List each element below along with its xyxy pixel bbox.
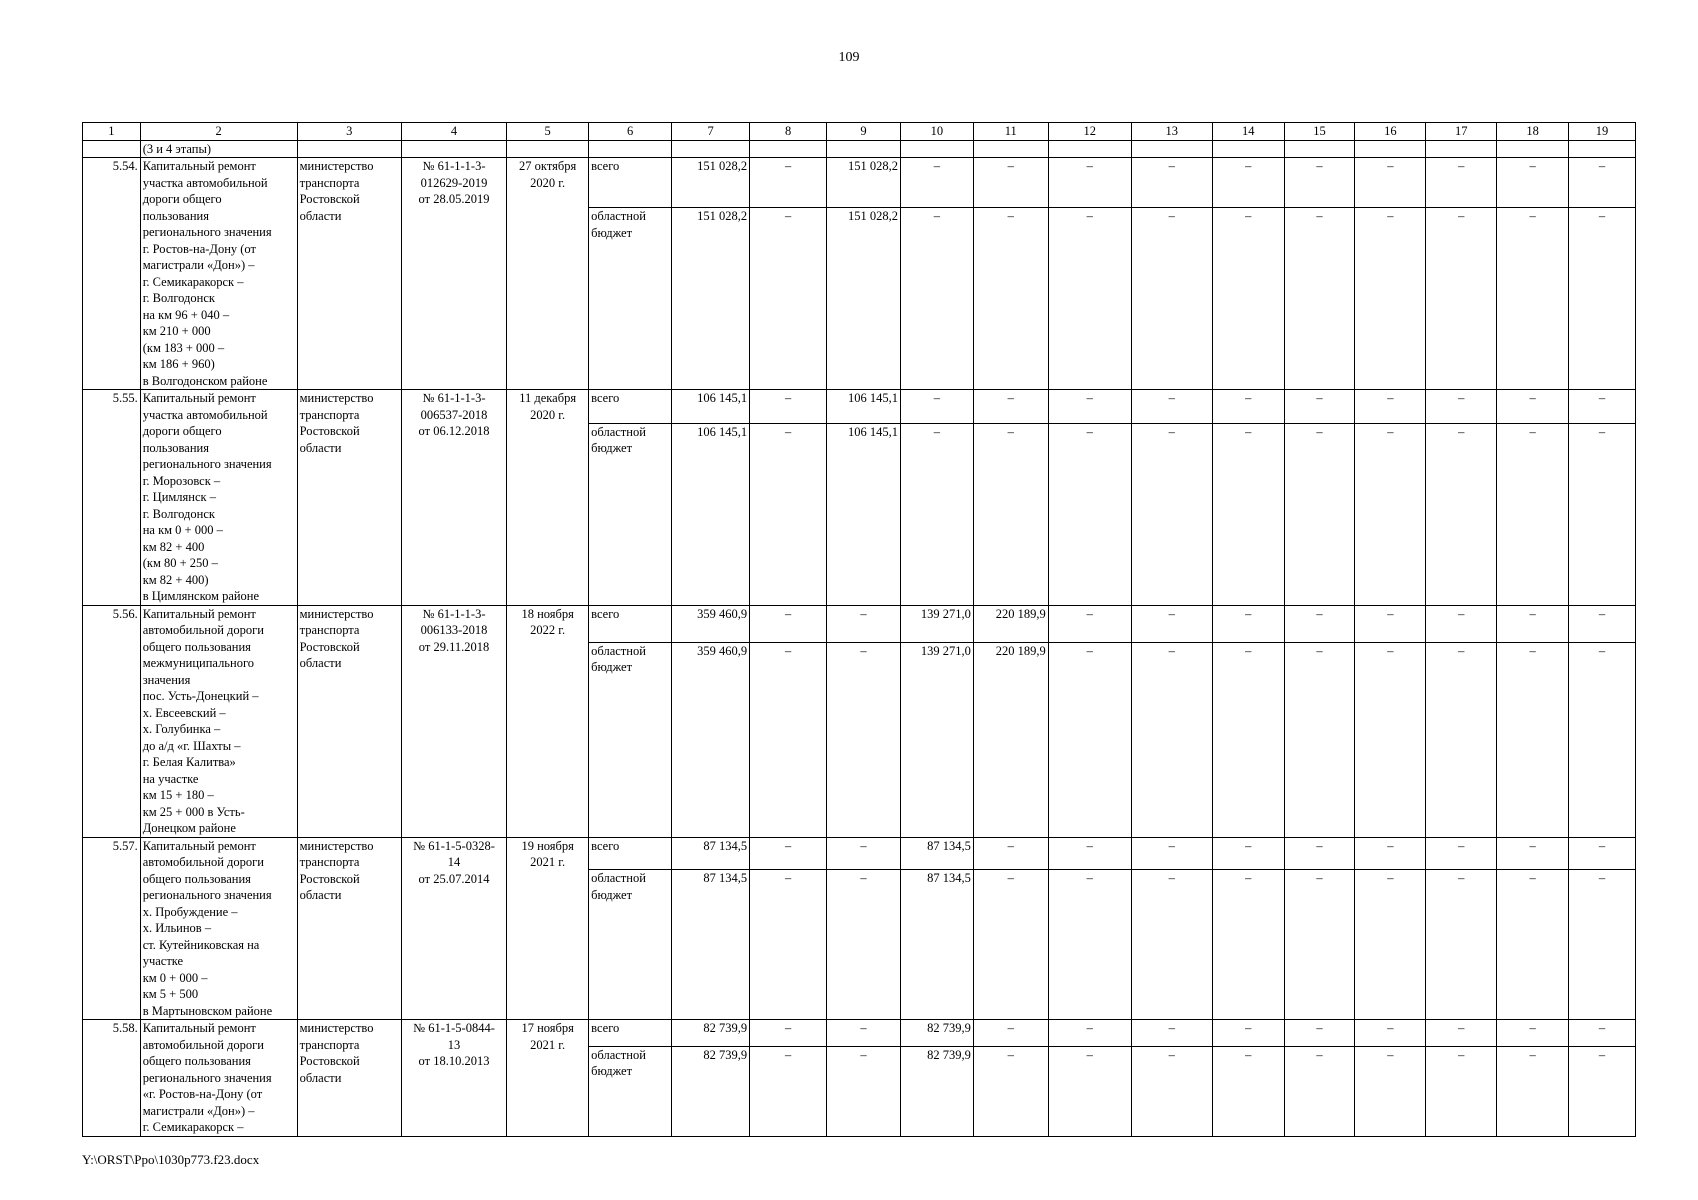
value-col-9: 151 028,2 bbox=[827, 158, 901, 208]
column-number-9: 9 bbox=[827, 123, 901, 141]
value-col-9: – bbox=[827, 642, 901, 837]
value-col-7: 359 460,9 bbox=[672, 642, 750, 837]
value-col-18: – bbox=[1497, 208, 1569, 390]
value-col-9: 151 028,2 bbox=[827, 208, 901, 390]
value-col-11: – bbox=[973, 1020, 1048, 1047]
document-number: № 61-1-5-0328- 14 от 25.07.2014 bbox=[401, 837, 506, 1020]
value-col-9: – bbox=[827, 837, 901, 870]
column-number-13: 13 bbox=[1131, 123, 1212, 141]
value-col-18: – bbox=[1497, 837, 1569, 870]
value-col-18: – bbox=[1497, 642, 1569, 837]
object-name: Капитальный ремонт автомобильной дороги общего пользования регионального значения х. Пробуждение – х. Ильинов – ст. Кутейниковская на участке км 0 + 000 – км 5 + 500 в Мартыновском районе bbox=[140, 837, 297, 1020]
value-col-15: – bbox=[1284, 837, 1355, 870]
value-col-14: – bbox=[1212, 642, 1284, 837]
customer: министерство транспорта Ростовской области bbox=[297, 605, 401, 837]
deadline: 17 ноября 2021 г. bbox=[507, 1020, 589, 1137]
value-col-8: – bbox=[750, 423, 827, 605]
value-col-8: – bbox=[750, 158, 827, 208]
continuation-row bbox=[83, 140, 1636, 158]
value-col-7: 106 145,1 bbox=[672, 423, 750, 605]
value-col-12: – bbox=[1048, 158, 1131, 208]
value-col-14: – bbox=[1212, 605, 1284, 642]
value-col-9: 106 145,1 bbox=[827, 390, 901, 424]
empty-cell bbox=[1048, 140, 1131, 158]
document-number: № 61-1-1-3- 006133-2018 от 29.11.2018 bbox=[401, 605, 506, 837]
column-number-19: 19 bbox=[1569, 123, 1636, 141]
value-col-16: – bbox=[1355, 158, 1426, 208]
column-number-row bbox=[83, 123, 1636, 141]
empty-cell bbox=[1426, 140, 1497, 158]
value-col-8: – bbox=[750, 1020, 827, 1047]
column-number-6: 6 bbox=[589, 123, 672, 141]
document-number: № 61-1-5-0844- 13 от 18.10.2013 bbox=[401, 1020, 506, 1137]
value-col-15: – bbox=[1284, 1046, 1355, 1136]
value-col-13: – bbox=[1131, 208, 1212, 390]
row-number: 5.58. bbox=[83, 1020, 141, 1137]
document-number: № 61-1-1-3- 012629-2019 от 28.05.2019 bbox=[401, 158, 506, 390]
value-col-16: – bbox=[1355, 208, 1426, 390]
value-col-12: – bbox=[1048, 837, 1131, 870]
value-col-8: – bbox=[750, 390, 827, 424]
value-col-15: – bbox=[1284, 390, 1355, 424]
empty-cell bbox=[973, 140, 1048, 158]
empty-cell bbox=[1355, 140, 1426, 158]
row-number: 5.57. bbox=[83, 837, 141, 1020]
column-number-15: 15 bbox=[1284, 123, 1355, 141]
empty-cell bbox=[1569, 140, 1636, 158]
column-number-4: 4 bbox=[401, 123, 506, 141]
value-col-14: – bbox=[1212, 837, 1284, 870]
column-number-5: 5 bbox=[507, 123, 589, 141]
customer: министерство транспорта Ростовской области bbox=[297, 390, 401, 606]
document-number: № 61-1-1-3- 006537-2018 от 06.12.2018 bbox=[401, 390, 506, 606]
funding-source-budget: областной бюджет bbox=[589, 208, 672, 390]
budget-table bbox=[82, 122, 1636, 1137]
table-row bbox=[83, 158, 1636, 208]
object-name: Капитальный ремонт участка автомобильной дороги общего пользования регионального значения г. Ростов-на-Дону (от магистрали «Дон») – г. Семикаракорск – г. Волгодонск на км 96 + 040 – км 210 + 000 (км 183 + 000 – км 186 + 960) в Волгодонском районе bbox=[140, 158, 297, 390]
value-col-17: – bbox=[1426, 837, 1497, 870]
column-number-3: 3 bbox=[297, 123, 401, 141]
value-col-15: – bbox=[1284, 642, 1355, 837]
value-col-11: – bbox=[973, 390, 1048, 424]
value-col-7: 87 134,5 bbox=[672, 870, 750, 1020]
value-col-7: 82 739,9 bbox=[672, 1020, 750, 1047]
value-col-13: – bbox=[1131, 605, 1212, 642]
value-col-14: – bbox=[1212, 1046, 1284, 1136]
value-col-14: – bbox=[1212, 423, 1284, 605]
empty-cell bbox=[507, 140, 589, 158]
value-col-17: – bbox=[1426, 423, 1497, 605]
row-number: 5.56. bbox=[83, 605, 141, 837]
value-col-7: 87 134,5 bbox=[672, 837, 750, 870]
value-col-15: – bbox=[1284, 1020, 1355, 1047]
row-number: 5.55. bbox=[83, 390, 141, 606]
value-col-10: 139 271,0 bbox=[900, 642, 973, 837]
value-col-17: – bbox=[1426, 208, 1497, 390]
value-col-17: – bbox=[1426, 1020, 1497, 1047]
value-col-8: – bbox=[750, 605, 827, 642]
value-col-16: – bbox=[1355, 390, 1426, 424]
value-col-16: – bbox=[1355, 423, 1426, 605]
value-col-18: – bbox=[1497, 390, 1569, 424]
funding-source-budget: областной бюджет bbox=[589, 1046, 672, 1136]
empty-cell bbox=[672, 140, 750, 158]
column-number-17: 17 bbox=[1426, 123, 1497, 141]
funding-source-total: всего bbox=[589, 1020, 672, 1047]
table-row bbox=[83, 390, 1636, 424]
value-col-19: – bbox=[1569, 837, 1636, 870]
value-col-7: 106 145,1 bbox=[672, 390, 750, 424]
value-col-10: 82 739,9 bbox=[900, 1046, 973, 1136]
value-col-18: – bbox=[1497, 158, 1569, 208]
value-col-11: 220 189,9 bbox=[973, 642, 1048, 837]
value-col-7: 359 460,9 bbox=[672, 605, 750, 642]
value-col-12: – bbox=[1048, 870, 1131, 1020]
column-number-8: 8 bbox=[750, 123, 827, 141]
value-col-12: – bbox=[1048, 423, 1131, 605]
column-number-16: 16 bbox=[1355, 123, 1426, 141]
value-col-9: – bbox=[827, 1020, 901, 1047]
value-col-17: – bbox=[1426, 1046, 1497, 1136]
value-col-15: – bbox=[1284, 158, 1355, 208]
value-col-11: – bbox=[973, 208, 1048, 390]
column-number-12: 12 bbox=[1048, 123, 1131, 141]
value-col-8: – bbox=[750, 208, 827, 390]
value-col-19: – bbox=[1569, 870, 1636, 1020]
page-number: 109 bbox=[838, 50, 860, 65]
value-col-7: 151 028,2 bbox=[672, 208, 750, 390]
column-number-11: 11 bbox=[973, 123, 1048, 141]
funding-source-budget: областной бюджет bbox=[589, 423, 672, 605]
value-col-8: – bbox=[750, 642, 827, 837]
column-number-10: 10 bbox=[900, 123, 973, 141]
value-col-16: – bbox=[1355, 1046, 1426, 1136]
value-col-13: – bbox=[1131, 870, 1212, 1020]
customer: министерство транспорта Ростовской области bbox=[297, 158, 401, 390]
value-col-9: – bbox=[827, 870, 901, 1020]
value-col-9: 106 145,1 bbox=[827, 423, 901, 605]
funding-source-total: всего bbox=[589, 390, 672, 424]
value-col-10: 87 134,5 bbox=[900, 870, 973, 1020]
object-name: Капитальный ремонт автомобильной дороги общего пользования межмуниципального значения пос. Усть-Донецкий – х. Евсеевский – х. Голубинка – до а/д «г. Шахты – г. Белая Калитва» на участке км 15 + 180 – км 25 + 000 в Усть- Донецком районе bbox=[140, 605, 297, 837]
value-col-18: – bbox=[1497, 1046, 1569, 1136]
value-col-15: – bbox=[1284, 870, 1355, 1020]
value-col-10: – bbox=[900, 208, 973, 390]
value-col-10: – bbox=[900, 423, 973, 605]
value-col-11: – bbox=[973, 1046, 1048, 1136]
value-col-19: – bbox=[1569, 158, 1636, 208]
column-number-2: 2 bbox=[140, 123, 297, 141]
value-col-13: – bbox=[1131, 158, 1212, 208]
deadline: 18 ноября 2022 г. bbox=[507, 605, 589, 837]
customer: министерство транспорта Ростовской области bbox=[297, 837, 401, 1020]
value-col-8: – bbox=[750, 837, 827, 870]
empty-cell bbox=[1212, 140, 1284, 158]
value-col-13: – bbox=[1131, 390, 1212, 424]
value-col-12: – bbox=[1048, 605, 1131, 642]
empty-cell bbox=[589, 140, 672, 158]
deadline: 11 декабря 2020 г. bbox=[507, 390, 589, 606]
continuation-text: (3 и 4 этапы) bbox=[140, 140, 297, 158]
value-col-19: – bbox=[1569, 1046, 1636, 1136]
value-col-17: – bbox=[1426, 870, 1497, 1020]
value-col-15: – bbox=[1284, 605, 1355, 642]
value-col-19: – bbox=[1569, 642, 1636, 837]
value-col-14: – bbox=[1212, 390, 1284, 424]
value-col-11: – bbox=[973, 870, 1048, 1020]
value-col-8: – bbox=[750, 1046, 827, 1136]
value-col-9: – bbox=[827, 605, 901, 642]
customer: министерство транспорта Ростовской области bbox=[297, 1020, 401, 1137]
value-col-16: – bbox=[1355, 605, 1426, 642]
empty-cell bbox=[1497, 140, 1569, 158]
value-col-10: – bbox=[900, 158, 973, 208]
deadline: 19 ноября 2021 г. bbox=[507, 837, 589, 1020]
value-col-18: – bbox=[1497, 423, 1569, 605]
value-col-12: – bbox=[1048, 390, 1131, 424]
funding-source-total: всего bbox=[589, 837, 672, 870]
value-col-18: – bbox=[1497, 1020, 1569, 1047]
funding-source-total: всего bbox=[589, 605, 672, 642]
value-col-15: – bbox=[1284, 208, 1355, 390]
value-col-12: – bbox=[1048, 208, 1131, 390]
value-col-10: – bbox=[900, 390, 973, 424]
table-body bbox=[83, 123, 1636, 1137]
column-number-18: 18 bbox=[1497, 123, 1569, 141]
value-col-11: 220 189,9 bbox=[973, 605, 1048, 642]
value-col-14: – bbox=[1212, 870, 1284, 1020]
value-col-18: – bbox=[1497, 870, 1569, 1020]
value-col-10: 82 739,9 bbox=[900, 1020, 973, 1047]
value-col-12: – bbox=[1048, 642, 1131, 837]
value-col-18: – bbox=[1497, 605, 1569, 642]
value-col-15: – bbox=[1284, 423, 1355, 605]
value-col-19: – bbox=[1569, 208, 1636, 390]
value-col-17: – bbox=[1426, 158, 1497, 208]
empty-cell bbox=[900, 140, 973, 158]
value-col-13: – bbox=[1131, 1046, 1212, 1136]
value-col-16: – bbox=[1355, 870, 1426, 1020]
funding-source-budget: областной бюджет bbox=[589, 870, 672, 1020]
column-number-1: 1 bbox=[83, 123, 141, 141]
value-col-16: – bbox=[1355, 837, 1426, 870]
value-col-12: – bbox=[1048, 1020, 1131, 1047]
empty-cell bbox=[1284, 140, 1355, 158]
value-col-11: – bbox=[973, 837, 1048, 870]
table-row bbox=[83, 837, 1636, 870]
value-col-17: – bbox=[1426, 605, 1497, 642]
value-col-8: – bbox=[750, 870, 827, 1020]
object-name: Капитальный ремонт автомобильной дороги общего пользования регионального значения «г. Ростов-на-Дону (от магистрали «Дон») – г. Семикаракорск – bbox=[140, 1020, 297, 1137]
column-number-7: 7 bbox=[672, 123, 750, 141]
value-col-14: – bbox=[1212, 158, 1284, 208]
footer-file-path: Y:\ORST\Ppo\1030p773.f23.docx bbox=[82, 1152, 260, 1167]
row-number: 5.54. bbox=[83, 158, 141, 390]
table-row bbox=[83, 1020, 1636, 1047]
value-col-7: 82 739,9 bbox=[672, 1046, 750, 1136]
funding-source-budget: областной бюджет bbox=[589, 642, 672, 837]
empty-cell bbox=[297, 140, 401, 158]
value-col-19: – bbox=[1569, 605, 1636, 642]
value-col-14: – bbox=[1212, 208, 1284, 390]
value-col-10: 87 134,5 bbox=[900, 837, 973, 870]
object-name: Капитальный ремонт участка автомобильной дороги общего пользования регионального значения г. Морозовск – г. Цимлянск – г. Волгодонск на км 0 + 000 – км 82 + 400 (км 80 + 250 – км 82 + 400) в Цимлянском районе bbox=[140, 390, 297, 606]
value-col-19: – bbox=[1569, 423, 1636, 605]
value-col-11: – bbox=[973, 158, 1048, 208]
value-col-13: – bbox=[1131, 423, 1212, 605]
value-col-16: – bbox=[1355, 642, 1426, 837]
value-col-19: – bbox=[1569, 390, 1636, 424]
value-col-10: 139 271,0 bbox=[900, 605, 973, 642]
value-col-7: 151 028,2 bbox=[672, 158, 750, 208]
value-col-9: – bbox=[827, 1046, 901, 1136]
column-number-14: 14 bbox=[1212, 123, 1284, 141]
value-col-13: – bbox=[1131, 1020, 1212, 1047]
empty-cell bbox=[83, 140, 141, 158]
value-col-13: – bbox=[1131, 642, 1212, 837]
table-row bbox=[83, 605, 1636, 642]
empty-cell bbox=[750, 140, 827, 158]
empty-cell bbox=[1131, 140, 1212, 158]
value-col-14: – bbox=[1212, 1020, 1284, 1047]
value-col-11: – bbox=[973, 423, 1048, 605]
value-col-13: – bbox=[1131, 837, 1212, 870]
value-col-16: – bbox=[1355, 1020, 1426, 1047]
value-col-17: – bbox=[1426, 642, 1497, 837]
value-col-17: – bbox=[1426, 390, 1497, 424]
value-col-19: – bbox=[1569, 1020, 1636, 1047]
funding-source-total: всего bbox=[589, 158, 672, 208]
value-col-12: – bbox=[1048, 1046, 1131, 1136]
empty-cell bbox=[401, 140, 506, 158]
deadline: 27 октября 2020 г. bbox=[507, 158, 589, 390]
empty-cell bbox=[827, 140, 901, 158]
